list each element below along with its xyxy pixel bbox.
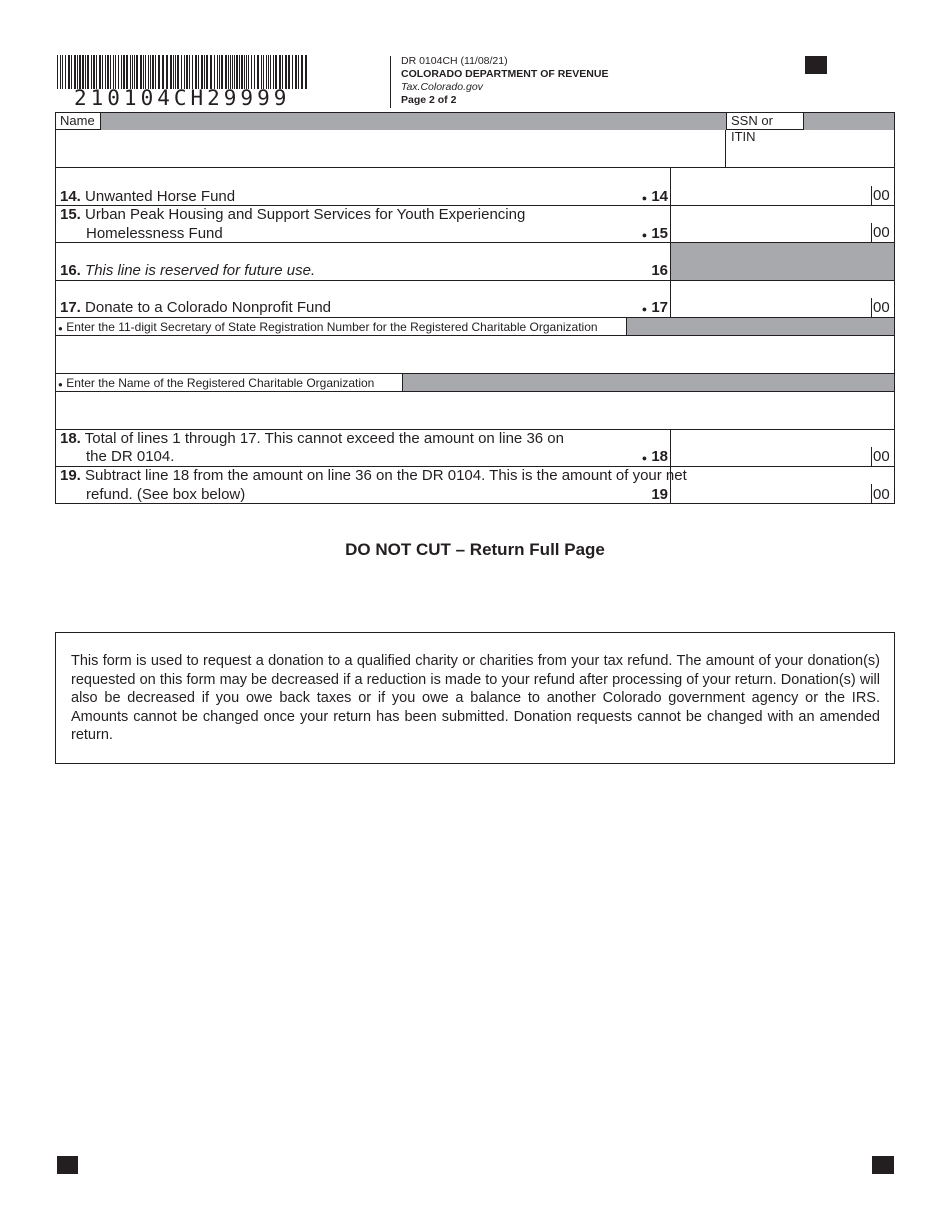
barcode-bar [248,55,249,89]
barcode-bar [184,55,185,89]
barcode [57,55,309,89]
line-15-amount-input[interactable] [672,223,870,241]
line-14-cents: 00 [873,187,890,204]
registration-mark [872,1156,894,1174]
barcode-bar [60,55,61,89]
barcode-bar [107,55,109,89]
barcode-bar [241,55,243,89]
barcode-bar [273,55,274,89]
department-name: COLORADO DEPARTMENT OF REVENUE [401,68,609,80]
barcode-bar [295,55,297,89]
barcode-bar [219,55,220,89]
line-17-amount-input[interactable] [672,298,870,316]
line-15-ref: ● 15 [641,225,668,242]
barcode-bar [110,55,111,89]
table-right-border [894,168,895,504]
barcode-bar [74,55,76,89]
line-16-ref: 16 [651,262,668,279]
barcode-bar [173,55,174,89]
barcode-bar [162,55,164,89]
barcode-bar [136,55,138,89]
barcode-bar [225,55,227,89]
barcode-bar [204,55,205,89]
reserved-shading [671,243,894,280]
barcode-bar [186,55,188,89]
barcode-bar [232,55,233,89]
barcode-bar [121,55,122,89]
cents-divider [871,484,872,503]
barcode-bar [285,55,287,89]
line-16: 16. This line is reserved for future use. [60,262,316,279]
barcode-bar [206,55,208,89]
barcode-bar [234,55,235,89]
barcode-bar [150,55,151,89]
barcode-bar [305,55,307,89]
reg-number-label: ● Enter the 11-digit Secretary of State Registration Number for the Registered Charitable Organization [58,320,598,334]
line-19-amount-input[interactable] [672,485,870,502]
name-input[interactable] [57,132,723,166]
line-19-cents: 00 [873,486,890,503]
barcode-bar [65,55,66,89]
barcode-bar [79,55,81,89]
line-15-cents: 00 [873,224,890,241]
barcode-bar [246,55,247,89]
barcode-bar [166,55,168,89]
barcode-bar [170,55,172,89]
registration-mark [805,56,827,74]
line-17-cents: 00 [873,299,890,316]
line-18-cents: 00 [873,448,890,465]
barcode-number: 210104CH29999 [74,86,291,110]
barcode-bar [155,55,156,89]
barcode-bar [244,55,245,89]
barcode-bar [282,55,283,89]
org-name-label: ● Enter the Name of the Registered Charitable Organization [58,376,375,390]
org-name-input[interactable] [57,393,893,428]
barcode-bar [87,55,89,89]
page-number: Page 2 of 2 [401,94,457,106]
cents-divider [871,447,872,466]
cents-divider [871,223,872,242]
barcode-bar [152,55,154,89]
barcode-bar [214,55,215,89]
barcode-bar [105,55,106,89]
reg-number-shading [627,318,894,335]
barcode-bar [158,55,160,89]
barcode-bar [236,55,238,89]
barcode-bar [228,55,229,89]
line-18-amount-input[interactable] [672,447,870,465]
reg-number-input[interactable] [57,337,893,372]
line-14-ref: ● 14 [641,188,668,205]
line-18-ref: ● 18 [641,448,668,465]
barcode-bar [261,55,262,89]
line-19-ref: 19 [651,486,668,503]
identity-divider [725,130,726,168]
line-17-ref: ● 17 [641,299,668,316]
row-divider [55,280,895,281]
barcode-bar [198,55,199,89]
barcode-bar [57,55,58,89]
barcode-bar [181,55,182,89]
barcode-bar [279,55,281,89]
registration-mark [57,1156,78,1174]
table-left-border [55,168,56,504]
line-19: 19. Subtract line 18 from the amount on line 36 on the DR 0104. This is the amount of your net [60,467,687,484]
barcode-bar [192,55,193,89]
ssn-label: SSN or ITIN [726,113,804,130]
barcode-bar [210,55,212,89]
header-divider [390,56,391,108]
barcode-bar [195,55,197,89]
barcode-bar [270,55,271,89]
barcode-bar [263,55,264,89]
barcode-bar [145,55,146,89]
barcode-bar [118,55,119,89]
barcode-bar [239,55,240,89]
barcode-bar [134,55,135,89]
row-divider [55,335,895,336]
barcode-bar [82,55,84,89]
barcode-bar [266,55,267,89]
barcode-bar [85,55,86,89]
barcode-bar [113,55,114,89]
line-18-cont: the DR 0104. [86,448,175,465]
barcode-bar [96,55,97,89]
form-id: DR 0104CH (11/08/21) [401,55,508,67]
form-header [401,55,608,107]
barcode-bar [257,55,259,89]
barcode-bar [201,55,203,89]
barcode-bar [77,55,78,89]
line-14: 14. Unwanted Horse Fund [60,188,236,205]
barcode-bar [221,55,223,89]
barcode-bar [275,55,277,89]
barcode-bar [93,55,95,89]
cents-divider [871,186,872,205]
barcode-bar [132,55,133,89]
line-19-cont: refund. (See box below) [86,486,246,503]
barcode-bar [288,55,290,89]
website: Tax.Colorado.gov [401,81,483,93]
barcode-bar [230,55,231,89]
line-15: 15. Urban Peak Housing and Support Services for Youth Experiencing [60,206,526,223]
barcode-bar [268,55,269,89]
line-18: 18. Total of lines 1 through 17. This cannot exceed the amount on line 36 on [60,430,564,447]
barcode-bar [130,55,131,89]
label-divider [402,374,403,391]
barcode-bar [177,55,179,89]
barcode-bar [251,55,252,89]
barcode-bar [298,55,299,89]
barcode-bar [91,55,92,89]
barcode-bar [99,55,101,89]
barcode-bar [175,55,176,89]
cents-divider [871,298,872,317]
barcode-bar [140,55,142,89]
barcode-bar [62,55,63,89]
org-name-shading [403,374,894,391]
row-divider [55,391,895,392]
barcode-bar [148,55,149,89]
line-15-cont: Homelessness Fund [86,225,223,242]
label-divider [626,318,627,335]
line-17: 17. Donate to a Colorado Nonprofit Fund [60,299,332,316]
info-box: This form is used to request a donation to a qualified charity or charities from your tax refund. The amount of your donation(s) requested on this form may be decreased if a reduction is made to your refund after processing of your return. Donation(s) will also be decreased if you owe back taxes or if you owe a balance to another Colorado government agency or the IRS. Amounts cannot be changed once your return has been submitted. Donation requests cannot be changed with an amended return. [55,632,895,764]
barcode-bar [143,55,144,89]
line-14-amount-input[interactable] [672,186,870,204]
barcode-bar [102,55,103,89]
barcode-bar [115,55,116,89]
cut-notice: DO NOT CUT – Return Full Page [345,540,605,559]
barcode-bar [254,55,255,89]
barcode-bar [292,55,293,89]
barcode-bar [189,55,190,89]
barcode-bar [217,55,218,89]
barcode-bar [126,55,128,89]
barcode-bar [71,55,72,89]
ssn-input[interactable] [727,132,893,166]
barcode-bar [301,55,303,89]
barcode-bar [123,55,125,89]
barcode-bar [68,55,70,89]
name-label: Name [56,113,101,130]
